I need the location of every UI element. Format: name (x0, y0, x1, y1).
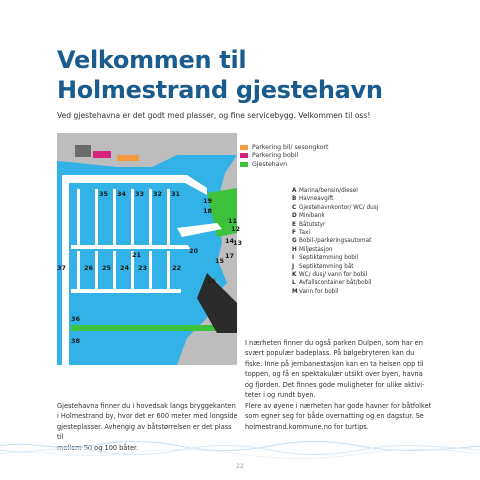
title-line-2: Holmestrand gjestehavn (57, 76, 383, 104)
paragraph-line: gjesteplasser. Avhengig av båtstørrelsen er det plass til (57, 422, 232, 442)
paragraph-line: Flere av øyene i nærheten har gode havner for båtfolket (245, 402, 432, 410)
paragraph-line: mellom 50 og 100 båter. (57, 443, 139, 452)
slip-number: 15 (215, 257, 225, 265)
map-bobil-parking (93, 151, 111, 158)
facility-code: A (292, 188, 297, 194)
legend-swatch (240, 145, 248, 150)
facility-code: B (292, 196, 297, 203)
paragraph-line: som egner seg for både overnatting og en dagstur. Se (245, 412, 424, 421)
slip-number: 24 (120, 264, 130, 272)
legend-swatch (240, 162, 248, 167)
facility-label: Bobil-/parkeringsautomat (299, 238, 372, 245)
facility-code: H (292, 246, 297, 253)
facility-code: J (292, 263, 295, 270)
map-guest-harbour-line (71, 325, 236, 331)
slip-number: 18 (203, 207, 213, 215)
paragraph-line: Gjestehavna finner du i hovedsak langs bryggekanten (57, 402, 236, 410)
slip-number: 17 (225, 252, 235, 260)
facility-item (292, 271, 378, 279)
map-building (75, 145, 91, 157)
legend-label: Parkering bil/ sesongkort (252, 143, 329, 151)
slip-number: 31 (171, 190, 181, 198)
facility-label: Havneavgift (299, 196, 334, 203)
facility-item (292, 254, 378, 262)
facility-item (292, 263, 378, 271)
facility-code: D (292, 213, 297, 220)
wave-decoration (0, 436, 480, 462)
facility-item (292, 279, 378, 287)
paragraph-line: teter i og rundt byen. (245, 391, 316, 400)
slip-number: 37 (57, 264, 67, 272)
paragraph-line: i Holmestrand by, hvor det er 600 meter med longside (57, 412, 238, 421)
slip-number: 12 (231, 225, 241, 233)
facility-label: Marina/bensin/diesel (299, 188, 358, 194)
slip-number: 34 (117, 190, 127, 198)
intro-text: Ved gjestehavna er det godt med plasser, og fine servicebygg. Velkommen til oss! (57, 111, 371, 120)
facility-code: G (292, 238, 297, 245)
facility-label: Miljøstasjon (299, 246, 333, 253)
facility-item (292, 204, 378, 212)
facility-code: F (292, 229, 296, 236)
legend-label: Parkering bobil (252, 152, 299, 160)
legend-item (240, 143, 328, 152)
page-number: 22 (236, 463, 244, 470)
facility-item (292, 288, 378, 296)
slip-number: 21 (132, 251, 142, 259)
slip-number: 19 (203, 197, 213, 205)
facility-code: E (292, 221, 296, 228)
paragraph-line: og fjorden. Det finnes gode muligheter for ulike aktivi- (245, 380, 425, 389)
color-legend (240, 143, 328, 169)
slip-number: 25 (102, 264, 112, 272)
slip-number: 22 (172, 264, 182, 272)
slip-number: 33 (135, 190, 145, 198)
facility-code: L (292, 280, 296, 287)
facility-label: WC/ dusj/ vann for bobil (299, 271, 368, 278)
paragraph-line: I nærheten finner du også parken Dulpen, som har en (245, 339, 423, 347)
facility-label: Båtutstyr (299, 221, 326, 228)
facility-code: M (292, 288, 298, 295)
facility-item (292, 246, 378, 254)
paragraph-line: svært populær badeplass. På bølgebryteren kan du (245, 349, 415, 358)
facility-label: Minibank (299, 213, 325, 220)
slip-number: 14 (225, 237, 235, 245)
slip-number: 23 (138, 264, 148, 272)
slip-number: 26 (84, 264, 94, 272)
facility-label: Septiktømming båt (299, 263, 354, 270)
facility-code: K (292, 271, 297, 278)
facility-label: Vann for bobil (299, 288, 339, 295)
slip-number: 20 (189, 247, 199, 255)
paragraph-line: fiske. Inne på jernbanestasjon kan en ta heisen opp til (245, 359, 424, 368)
slip-number: 32 (153, 190, 163, 198)
title-line-1: Velkommen til (57, 46, 247, 74)
slip-number: 16 (207, 277, 217, 285)
facility-label: Gjestehavnkontor/ WC/ dusj (299, 204, 379, 211)
facility-item (292, 212, 378, 220)
paragraph-dulpen (245, 338, 425, 400)
legend-item (240, 160, 328, 169)
legend-label: Gjestehavn (252, 160, 288, 168)
legend-item (240, 152, 328, 161)
slip-number: 11 (228, 217, 238, 225)
facility-item (292, 237, 378, 245)
facility-label: Septiktømming bobil (299, 255, 359, 262)
slip-number: 35 (99, 190, 109, 198)
paragraph-islands (245, 401, 440, 432)
page-title (57, 45, 383, 105)
facility-code: C (292, 204, 297, 211)
facility-item (292, 221, 378, 229)
slip-number: 38 (71, 337, 81, 345)
map-car-parking (117, 155, 139, 161)
harbour-map (57, 133, 243, 365)
facility-item (292, 195, 378, 203)
facility-legend (292, 187, 378, 296)
facility-item (292, 229, 378, 237)
facility-label: Avfallscontainer båt/bobil (299, 280, 372, 287)
paragraph-line: holmestrand.kommune.no for turtips. (245, 422, 369, 431)
facility-code: I (292, 255, 295, 262)
facility-item (292, 187, 378, 195)
slip-number: 36 (71, 315, 81, 323)
slip-number: 13 (233, 239, 243, 247)
legend-swatch (240, 153, 248, 158)
facility-label: Taxi (299, 229, 310, 236)
paragraph-line: toppen, og få en spektakulær utsikt over byen, havna (245, 370, 423, 379)
